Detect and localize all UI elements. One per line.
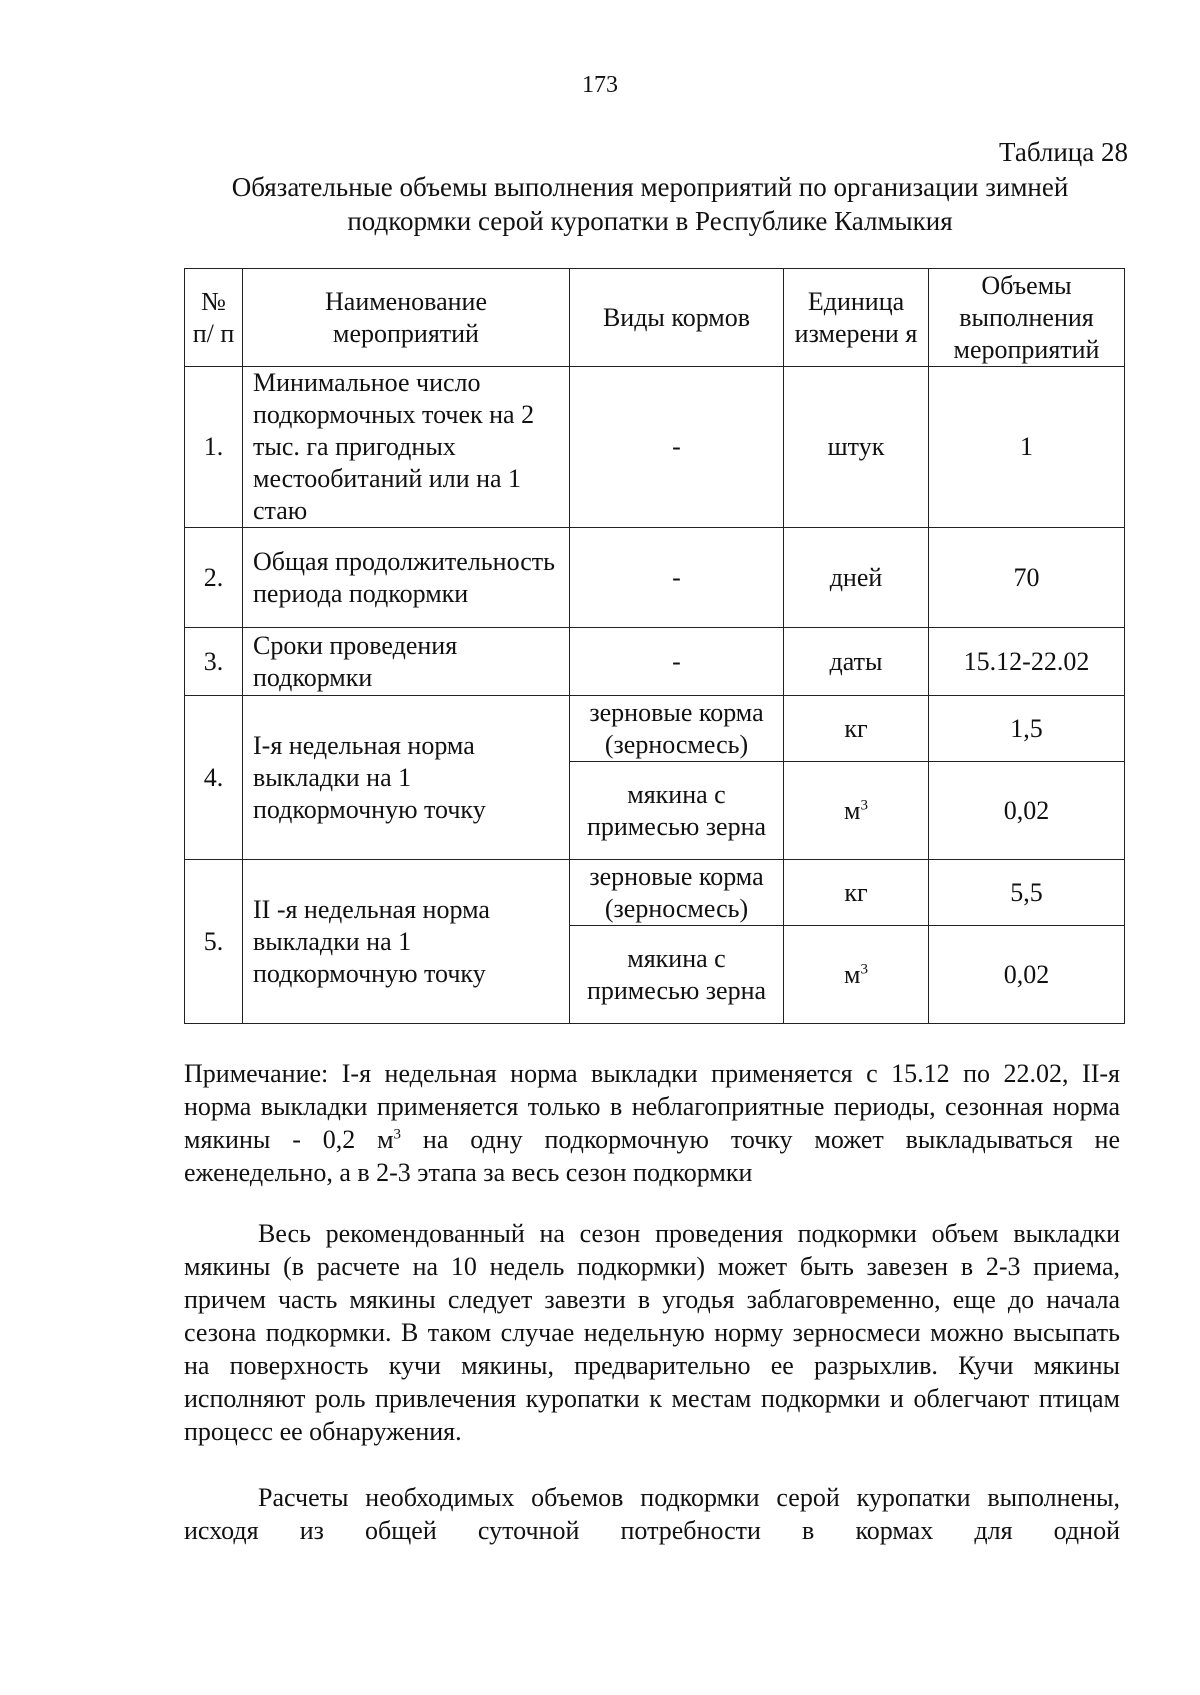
header-feed-type: Виды кормов (570, 269, 784, 367)
row-feed-type: мякина с примесью зерна (570, 926, 784, 1024)
row-number: 5. (185, 860, 243, 1024)
note-text: Примечание: I-я недельная норма выкладки применяется с 15.12 по 22.02, II-я норма выкладки применяется только в неблагоприятные периоды, сезонная норма мякины - 0,2 м (184, 1059, 1120, 1154)
row-feed-type: мякина с примесью зерна (570, 762, 784, 860)
row-volume: 15.12-22.02 (929, 628, 1125, 696)
row-unit (784, 762, 929, 860)
row-feed-type: - (570, 367, 784, 528)
row-unit: даты (784, 628, 929, 696)
table-row (185, 367, 1125, 528)
row-number: 2. (185, 528, 243, 628)
row-volume: 70 (929, 528, 1125, 628)
row-volume: 1 (929, 367, 1125, 528)
header-unit: Единица измерени я (784, 269, 929, 367)
table-header-row (185, 269, 1125, 367)
row-volume: 1,5 (929, 696, 1125, 762)
row-name: I-я недельная норма выкладки на 1 подкормочную точку (243, 696, 570, 860)
row-volume: 0,02 (929, 762, 1125, 860)
body-paragraph: Расчеты необходимых объемов подкормки серой куропатки выполнены, исходя из общей суточной потребности в кормах для одной (184, 1483, 1120, 1545)
measures-table (184, 268, 1125, 1024)
table-row (185, 628, 1125, 696)
row-number: 1. (185, 367, 243, 528)
row-number: 4. (185, 696, 243, 860)
row-feed-type: - (570, 528, 784, 628)
row-unit: кг (784, 860, 929, 926)
row-volume: 0,02 (929, 926, 1125, 1024)
row-name: Минимальное число подкормочных точек на 2 тыс. га пригодных местообитаний или на 1 стаю (243, 367, 570, 528)
row-name: Общая продолжительность периода подкормки (243, 528, 570, 628)
unit-superscript: 3 (860, 960, 868, 977)
row-feed-type: зерновые корма (зерносмесь) (570, 696, 784, 762)
row-number: 3. (185, 628, 243, 696)
table-note (184, 1057, 1120, 1189)
row-feed-type: зерновые корма (зерносмесь) (570, 860, 784, 926)
table-row (185, 696, 1125, 762)
note-superscript: 3 (393, 1126, 402, 1143)
row-unit: кг (784, 696, 929, 762)
unit-text: м (844, 795, 861, 825)
row-volume: 5,5 (929, 860, 1125, 926)
table-title-line: подкормки серой куропатки в Республике Калмыкия (347, 206, 953, 236)
row-name: Сроки проведения подкормки (243, 628, 570, 696)
row-unit (784, 926, 929, 1024)
header-name: Наименование мероприятий (243, 269, 570, 367)
header-volume: Объемы выполнения мероприятий (929, 269, 1125, 367)
table-title-line: Обязательные объемы выполнения мероприятий по организации зимней (231, 172, 1069, 202)
note-text-continued: на одну подкормочную точку может выкладываться не еженедельно, а в 2-3 этапа за весь сезон подкормки (184, 1125, 1121, 1187)
table-title (180, 170, 1120, 238)
row-name: II -я недельная норма выкладки на 1 подкормочную точку (243, 860, 570, 1024)
table-row (185, 860, 1125, 926)
table-row (185, 528, 1125, 628)
unit-text: м (844, 959, 861, 989)
body-paragraph: Весь рекомендованный на сезон проведения подкормки объем выкладки мякины (в расчете на 10 недель подкормки) может быть завезен в 2-3 приема, причем часть мякины следует завезти в угодья заблаговременно, еще до начала сезона подкормки. В таком случае недельную норму зерносмеси можно высыпать на поверхность кучи мякины, предварительно ее разрыхлив. Кучи мякины исполняют роль привлечения куропатки к местам подкормки и облегчают птицам процесс ее обнаружения. (184, 1219, 1120, 1446)
unit-superscript: 3 (860, 796, 868, 813)
row-feed-type: - (570, 628, 784, 696)
row-unit: штук (784, 367, 929, 528)
table-label: Таблица 28 (999, 137, 1128, 167)
header-number: № п/ п (185, 269, 243, 367)
page-number: 173 (582, 72, 618, 98)
row-unit: дней (784, 528, 929, 628)
